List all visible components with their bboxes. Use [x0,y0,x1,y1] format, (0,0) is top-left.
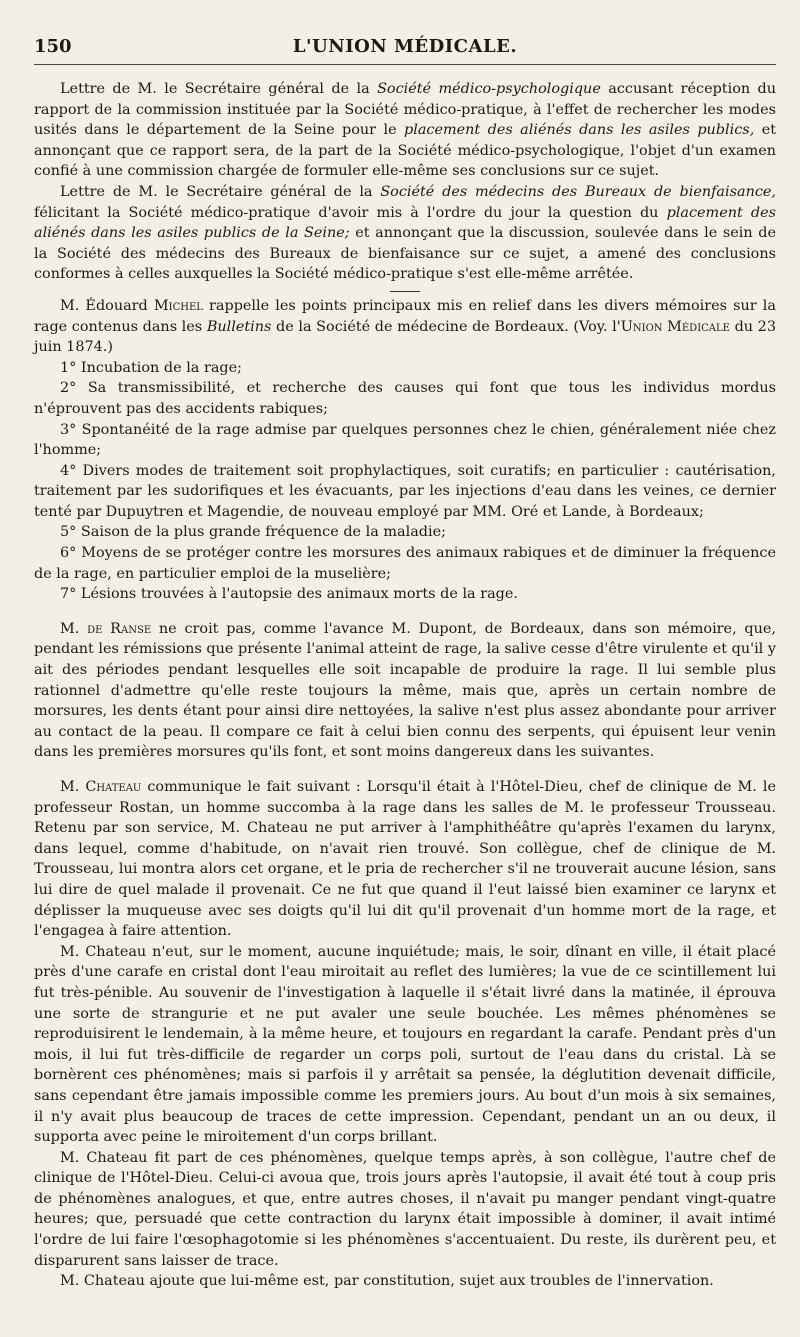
chateau-paragraph-3: M. Chateau fit part de ces phénomènes, quelque temps après, à son collègue, l'autre chef de clinique de l'Hôtel-Dieu. Celui-ci avoua que, trois jours après l'autopsie, il avait été tout à coup pris de phénomènes analogues, et que, entre autres choses, il n'avait pu manger pendant vingt-quatre heures; que, persuadé que cette contraction du larynx était impossible à dominer, il avait intimé l'ordre de lui faire l'œsophagotomie si les phénomènes s'accentuaient. Du reste, ils durèrent peu, et disparurent sans laisser de trace. [34,1149,776,1269]
ranse-paragraph: M. de Ranse ne croit pas, comme l'avance M. Dupont, de Bordeaux, dans son mémoire, que, pendant les rémissions que présente l'animal atteint de rage, la salive cesse d'être virulente et qu'il y ait des périodes pendant lesquelles elle soit incapable de produire la rage. Il lui semble plus rationnel d'admettre qu'elle reste toujours la même, mais que, après un certain nombre de morsures, les dents étant pour ainsi dire nettoyées, la salive n'est plus assez abondante pour arriver au contact de la peau. Il compare ce fait à celui bien connu des serpents, qui épuisent leur venin dans les premières morsures qu'ils font, et sont moins dangereux dans les suivantes. [34,620,776,761]
list-item: 6° Moyens de se protéger contre les morsures des animaux rabiques et de diminuer la fréquence de la rage, en particulier emploi de la muselière; [34,545,776,582]
list-item: 1° Incubation de la rage; [60,359,242,376]
chateau-paragraph-4: M. Chateau ajoute que lui-même est, par constitution, sujet aux troubles de l'innervation. [60,1273,714,1290]
list-item: 5° Saison de la plus grande fréquence de la maladie; [60,524,446,541]
section-divider [390,291,420,292]
running-title: L'UNION MÉDICALE. [292,36,518,57]
chateau-paragraph-2: M. Chateau n'eut, sur le moment, aucune inquiétude; mais, le soir, dînant en ville, il était placé près d'une carafe en cristal dont l'eau miroitait au reflet des lumières; la vue de ce scintillement lui fut très-pénible. Au souvenir de l'investigation à laquelle il s'était livré dans la matinée, il éprouva une sorte de strangurie et ne put avaler une seule bouchée. Les mêmes phénomènes se reproduisirent le lendemain, à la même heure, et toujours en regardant la carafe. Pendant près d'un mois, il lui fut très-difficile de regarder un corps poli, surtout de l'eau dans du cristal. Là se bornèrent ces phénomènes; mais si parfois il y arrêtait sa pensée, la déglutition devenait difficile, sans cependant être jamais impossible comme les premiers jours. Au bout d'un mois à six semaines, il n'y avait plus beaucoup de traces de cette impression. Cependant, pendant un an ou deux, il supporta avec peine le miroitement d'un corps brillant. [34,943,776,1146]
page-number: 150 [34,36,72,57]
list-item: 2° Sa transmissibilité, et recherche des causes qui font que tous les individus mordus n'éprouvent pas des accidents rabiques; [34,380,776,417]
list-item: 3° Spontanéité de la rage admise par quelques personnes chez le chien, généralement niée chez l'homme; [34,421,776,459]
chateau-paragraph-1: M. Chateau communique le fait suivant : Lorsqu'il était à l'Hôtel-Dieu, chef de clinique de M. le professeur Rostan, un homme succomba à la rage dans les salles de M. le professeur Trousseau. Retenu par son service, M. Chateau ne put arriver à l'amphithéâtre qu'après l'examen du larynx, dans lequel, comme d'habitude, on n'avait rien trouvé. Son collègue, chef de clinique de M. Trousseau, lui montra alors cet organe, et le pria de rechercher s'il ne trouverait aucune lésion, sans lui dire de quel malade il provenait. Ce ne fut que quand il l'eut laissé bien examiner ce larynx et déplisser la muqueuse avec ses doigts qu'il lui dit qu'il provenait d'un homme mort de la rage, et l'engagea à faire attention. [34,779,776,940]
letter-paragraph-1: Lettre de M. le Secrétaire général de la Société médico-psychologique accusant réception du rapport de la commission instituée par la Société médico-pratique, à l'effet de rechercher les modes usités dans le département de la Seine pour le placement des aliénés dans les asiles publics, et annonçant que ce rapport sera, de la part de la Société médico-psychologique, l'objet d'un examen confié à une commission chargée de formuler elle-même ses conclusions sur ce sujet. [34,81,777,180]
list-item: 7° Lésions trouvées à l'autopsie des animaux morts de la rage. [60,586,518,603]
letter-paragraph-2: Lettre de M. le Secrétaire général de la Société des médecins des Bureaux de bienfaisance, félicitant la Société médico-pratique d'avoir mis à l'ordre du jour la question du placement des aliénés dans les asiles publics de la Seine; et annonçant que la discussion, soulevée dans le sein de la Société des médecins des Bureaux de bienfaisance sur ce sujet, a amené des conclusions conformes à celles auxquelles la Société médico-pratique s'est elle-même arrêtée. [34,183,777,283]
page-header [34,32,776,65]
michel-paragraph: M. Édouard Michel rappelle les points principaux mis en relief dans les divers mémoires sur la rage contenus dans les Bulletins de la Société de médecine de Bordeaux. (Voy. l'Union Médicale du 23 juin 1874.) [34,297,776,356]
body-text [34,79,776,1292]
list-item: 4° Divers modes de traitement soit prophylactiques, soit curatifs; en particulier : cautérisation, traitement par les sudorifiques et les évacuants, par les injections d'eau dans les veines, ce dernier tenté par Dupuytren et Magendie, de nouveau employé par MM. Oré et Lande, à Bordeaux; [34,462,776,520]
